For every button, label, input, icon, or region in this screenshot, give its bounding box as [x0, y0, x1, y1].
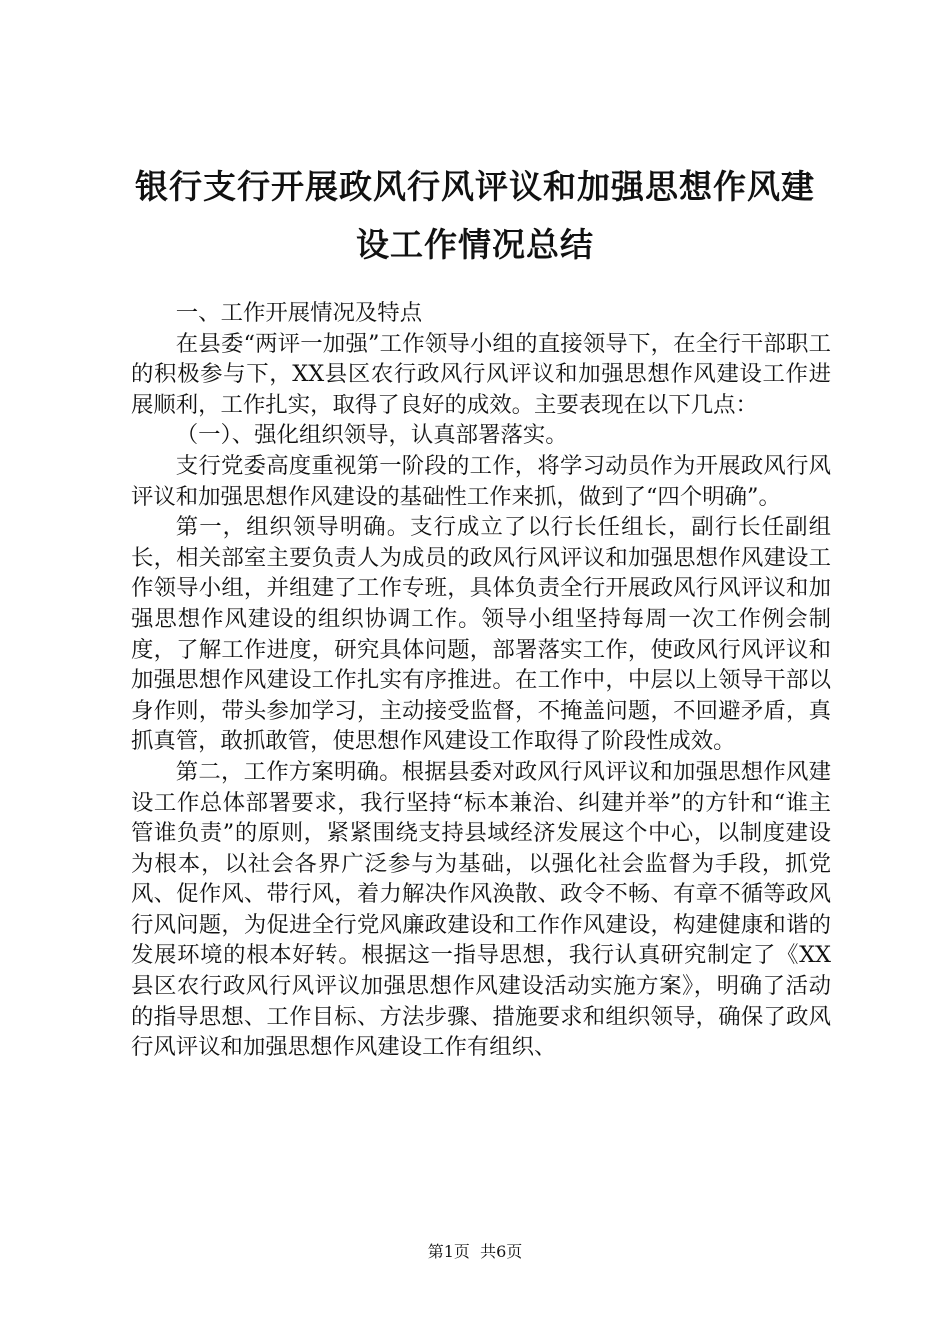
page-number: 第1页 [427, 1242, 470, 1261]
subsection-heading: （一）、强化组织领导，认真部署落实。 [175, 422, 568, 449]
page-total: 共6页 [480, 1242, 523, 1261]
body-paragraph: 第一，组织领导明确。支行成立了以行长任组长，副行长任副组长，相关部室主要负责人为成员的政风行风评议和加强思想作风建设工作领导小组，并组建了工作专班，具体负责全行开展政风行风评议和加强思想作风建设的组织协调工作。领导小组坚持每周一次工作例会制度，了解工作进度，研究具体问题，部署落实工作，使政风行风评议和加强思想作风建设工作扎实有序推进。在工作中，中层以上领导干部以身作则，带头参加学习，主动接受监督，不掩盖问题，不回避矛盾，真抓真管，敢抓敢管，使思想作风建设工作取得了阶段性成效。 [131, 514, 831, 755]
document-title: 银行支行开展政风行风评议和加强思想作风建设工作情况总结 [135, 167, 815, 264]
body-paragraph: 在县委“两评一加强”工作领导小组的直接领导下，在全行干部职工的积极参与下，XX县区农行政风行风评议和加强思想作风建设工作进展顺利，工作扎实，取得了良好的成效。主要表现在以下几点： [131, 330, 831, 418]
body-paragraph: 第二，工作方案明确。根据县委对政风行风评议和加强思想作风建设工作总体部署要求，我行坚持“标本兼治、纠建并举”的方针和“谁主管谁负责”的原则，紧紧围绕支持县域经济发展这个中心，以制度建设为根本，以社会各界广泛参与为基础，以强化社会监督为手段，抓党风、促作风、带行风，着力解决作风涣散、政令不畅、有章不循等政风行风问题，为促进全行党风廉政建设和工作作风建设，构建健康和谐的发展环境的根本好转。根据这一指导思想，我行认真研究制定了《XX县区农行政风行风评议加强思想作风建设活动实施方案》，明确了活动的指导思想、工作目标、方法步骤、措施要求和组织领导，确保了政风行风评议和加强思想作风建设工作有组织、 [131, 758, 831, 1061]
section-heading: 一、工作开展情况及特点 [175, 300, 423, 326]
body-paragraph: 支行党委高度重视第一阶段的工作，将学习动员作为开展政风行风评议和加强思想作风建设的基础性工作来抓，做到了“四个明确”。 [131, 452, 831, 510]
page-footer [0, 1242, 950, 1262]
document-body [131, 298, 831, 1063]
